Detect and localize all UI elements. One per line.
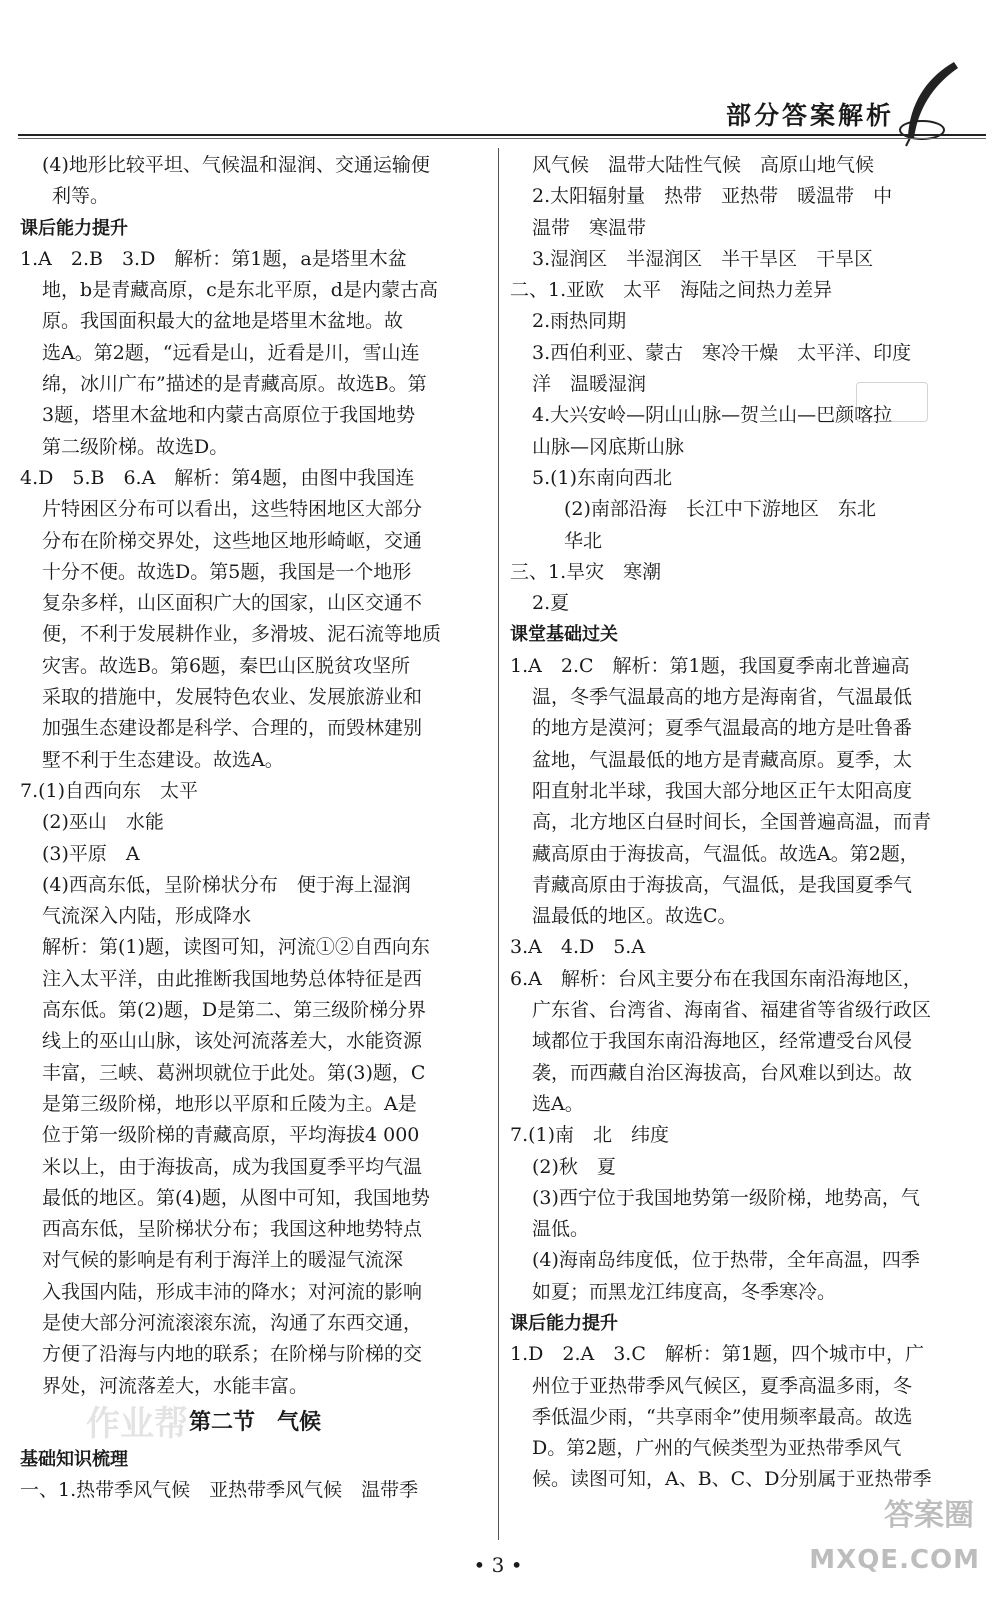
text-line: 藏高原由于海拔高，气温低。故选A。第2题， [532, 842, 919, 865]
text-line: 3.湿润区 半湿润区 半干旱区 干旱区 [532, 247, 874, 270]
text-line: 二、1.亚欧 太平 海陆之间热力差异 [510, 279, 833, 302]
text-line: 米以上，由于海拔高，成为我国夏季平均气温 [42, 1155, 423, 1178]
text-line: 山脉—冈底斯山脉 [532, 435, 685, 458]
text-line: 青藏高原由于海拔高，气温低，是我国夏季气 [532, 873, 913, 896]
text-line: 西高东低，呈阶梯状分布；我国这种地势特点 [42, 1218, 423, 1241]
text-line: 高东低。第(2)题，D是第二、第三级阶梯分界 [42, 999, 427, 1022]
text-line: 复杂多样，山区面积广大的国家，山区交通不 [42, 592, 423, 615]
text-line: 十分不便。故选D。第5题，我国是一个地形 [42, 560, 412, 583]
text-line: 华北 [564, 529, 603, 552]
text-line: (4)海南岛纬度低，位于热带，全年高温，四季 [532, 1249, 920, 1272]
text-line: 线上的巫山山脉，该处河流落差大，水能资源 [42, 1030, 423, 1053]
text-line: 袭，而西藏自治区海拔高，台风难以到达。故 [532, 1061, 913, 1084]
text-line: D。第2题，广州的气候类型为亚热带季风气 [532, 1437, 902, 1460]
text-line: 片特困区分布可以看出，这些特困地区大部分 [42, 498, 423, 521]
text-line: 界处，河流落差大，水能丰富。 [42, 1374, 309, 1397]
text-line: 3题，塔里木盆地和内蒙古高原位于我国地势 [42, 404, 416, 427]
text-line: (2)巫山 水能 [42, 811, 164, 834]
text-line: 丰富，三峡、葛洲坝就位于此处。第(3)题，C [42, 1061, 426, 1084]
text-line: (2)秋 夏 [532, 1155, 616, 1178]
page-number: • 3 • [473, 1553, 523, 1577]
text-line: 选A。第2题，“远看是山，近看是川，雪山连 [42, 341, 420, 364]
section-title: 课堂基础过关 [510, 624, 618, 646]
text-line: 是第三级阶梯，地形以平原和丘陵为主。A是 [42, 1092, 417, 1115]
text-line: 域都位于我国东南沿海地区，经常遭受台风侵 [532, 1030, 913, 1053]
text-line: (3)平原 A [42, 842, 140, 865]
text-line: 7.(1)南 北 纬度 [510, 1124, 670, 1147]
text-line: 气流深入内陆，形成降水 [42, 905, 252, 928]
text-line: 候。读图可知，A、B、C、D分别属于亚热带季 [532, 1468, 932, 1491]
left-column [20, 150, 490, 1506]
text-line: 温最低的地区。故选C。 [532, 905, 737, 928]
section-title: 课后能力提升 [20, 217, 128, 239]
text-line: 位于第一级阶梯的青藏高原，平均海拔4 000 [42, 1124, 420, 1147]
text-line: 2.太阳辐射量 热带 亚热带 暖温带 中 [532, 185, 893, 208]
text-line: 加强生态建设都是科学、合理的，而毁林建别 [42, 717, 423, 740]
text-line: (4)西高东低，呈阶梯状分布 便于海上湿润 [42, 873, 411, 896]
text-line: 分布在阶梯交界处，这些地区地形崎岖，交通 [42, 529, 423, 552]
text-line: 一、1.热带季风气候 亚热带季风气候 温带季 [20, 1479, 419, 1502]
text-line: 原。我国面积最大的盆地是塔里木盆地。故 [42, 310, 404, 333]
text-line: 6.A 解析：台风主要分布在我国东南沿海地区， [510, 967, 922, 990]
text-line: 便，不利于发展耕作业，多滑坡、泥石流等地质 [42, 623, 442, 646]
text-line: 3.A 4.D 5.A [510, 936, 646, 959]
text-line: 的地方是漠河；夏季气温最高的地方是吐鲁番 [532, 717, 913, 740]
text-line: 洋 温暖湿润 [532, 373, 647, 396]
text-line: 高，北方地区白昼时间长，全国普遍高温，而青 [532, 811, 932, 834]
text-line: 1.D 2.A 3.C 解析：第1题，四个城市中，广 [510, 1343, 924, 1366]
text-line: 墅不利于生态建设。故选A。 [42, 748, 284, 771]
text-line: 灾害。故选B。第6题，秦巴山区脱贫攻坚所 [42, 654, 411, 677]
text-line: 利等。 [52, 185, 110, 208]
text-line: 地，b是青藏高原，c是东北平原，d是内蒙古高 [42, 279, 438, 302]
watermark-text: 作业帮 [86, 1404, 188, 1444]
text-line: 对气候的影响是有利于海洋上的暖湿气流深 [42, 1249, 404, 1272]
section-title: 基础知识梳理 [20, 1448, 128, 1470]
text-line: 如夏；而黑龙江纬度高，冬季寒冷。 [532, 1280, 837, 1303]
text-line: 4.大兴安岭—阴山山脉—贺兰山—巴颜喀拉 [532, 404, 893, 427]
right-column [510, 150, 980, 1496]
text-line: 2.雨热同期 [532, 310, 627, 333]
text-line: 采取的措施中，发展特色农业、发展旅游业和 [42, 686, 423, 709]
header-rule [18, 134, 986, 139]
text-line: 7.(1)自西向东 太平 [20, 779, 199, 802]
text-line: (3)西宁位于我国地势第一级阶梯，地势高，气 [532, 1186, 920, 1209]
text-line: 温带 寒温带 [532, 216, 647, 239]
text-line: 三、1.旱灾 寒潮 [510, 560, 662, 583]
text-line: 方便了沿海与内地的联系；在阶梯与阶梯的交 [42, 1343, 423, 1366]
text-line: 2.夏 [532, 592, 570, 615]
text-line: 州位于亚热带季风气候区，夏季高温多雨，冬 [532, 1374, 913, 1397]
section-title: 课后能力提升 [510, 1312, 618, 1334]
text-line: 3.西伯利亚、蒙古 寒冷干燥 太平洋、印度 [532, 341, 912, 364]
text-line: 阳直射北半球，我国大部分地区正午太阳高度 [532, 779, 913, 802]
section-heading: 第二节 气候 [188, 1409, 321, 1435]
text-line: 第二级阶梯。故选D。 [42, 435, 229, 458]
text-line: 选A。 [532, 1092, 584, 1115]
text-line: 广东省、台湾省、海南省、福建省等省级行政区 [532, 999, 932, 1022]
text-line: 温，冬季气温最高的地方是海南省，气温最低 [532, 686, 913, 709]
text-line: 1.A 2.B 3.D 解析：第1题，a是塔里木盆 [20, 247, 407, 270]
text-line: 注入太平洋，由此推断我国地势总体特征是西 [42, 967, 423, 990]
column-divider [498, 148, 499, 1540]
text-line: 入我国内陆，形成丰沛的降水；对河流的影响 [42, 1280, 423, 1303]
text-line: 温低。 [532, 1218, 590, 1241]
text-line: 是使大部分河流滚滚东流，沟通了东西交通， [42, 1311, 423, 1334]
text-line: 5.(1)东南向西北 [532, 466, 673, 489]
stamp-mark [856, 382, 928, 422]
text-line: 风气候 温带大陆性气候 高原山地气候 [532, 154, 875, 176]
text-line: 最低的地区。第(4)题，从图中可知，我国地势 [42, 1186, 430, 1209]
watermark-logo: 答案圈 [884, 1498, 974, 1533]
text-line: (2)南部沿海 长江中下游地区 东北 [564, 498, 876, 521]
text-line: 1.A 2.C 解析：第1题，我国夏季南北普遍高 [510, 654, 910, 677]
header-title: 部分答案解析 [725, 101, 894, 130]
text-line: 季低温少雨，“共享雨伞”使用频率最高。故选 [532, 1405, 913, 1428]
text-line: (4)地形比较平坦、气候温和湿润、交通运输便 [42, 154, 430, 176]
text-line: 解析：第(1)题，读图可知，河流①②自西向东 [42, 936, 430, 959]
text-line: 盆地，气温最低的地方是青藏高原。夏季，太 [532, 748, 913, 771]
text-line: 4.D 5.B 6.A 解析：第4题，由图中我国连 [20, 466, 415, 489]
watermark-url: MXQE.COM [809, 1545, 980, 1575]
text-line: 绵，冰川广布”描述的是青藏高原。故选B。第 [42, 373, 427, 396]
